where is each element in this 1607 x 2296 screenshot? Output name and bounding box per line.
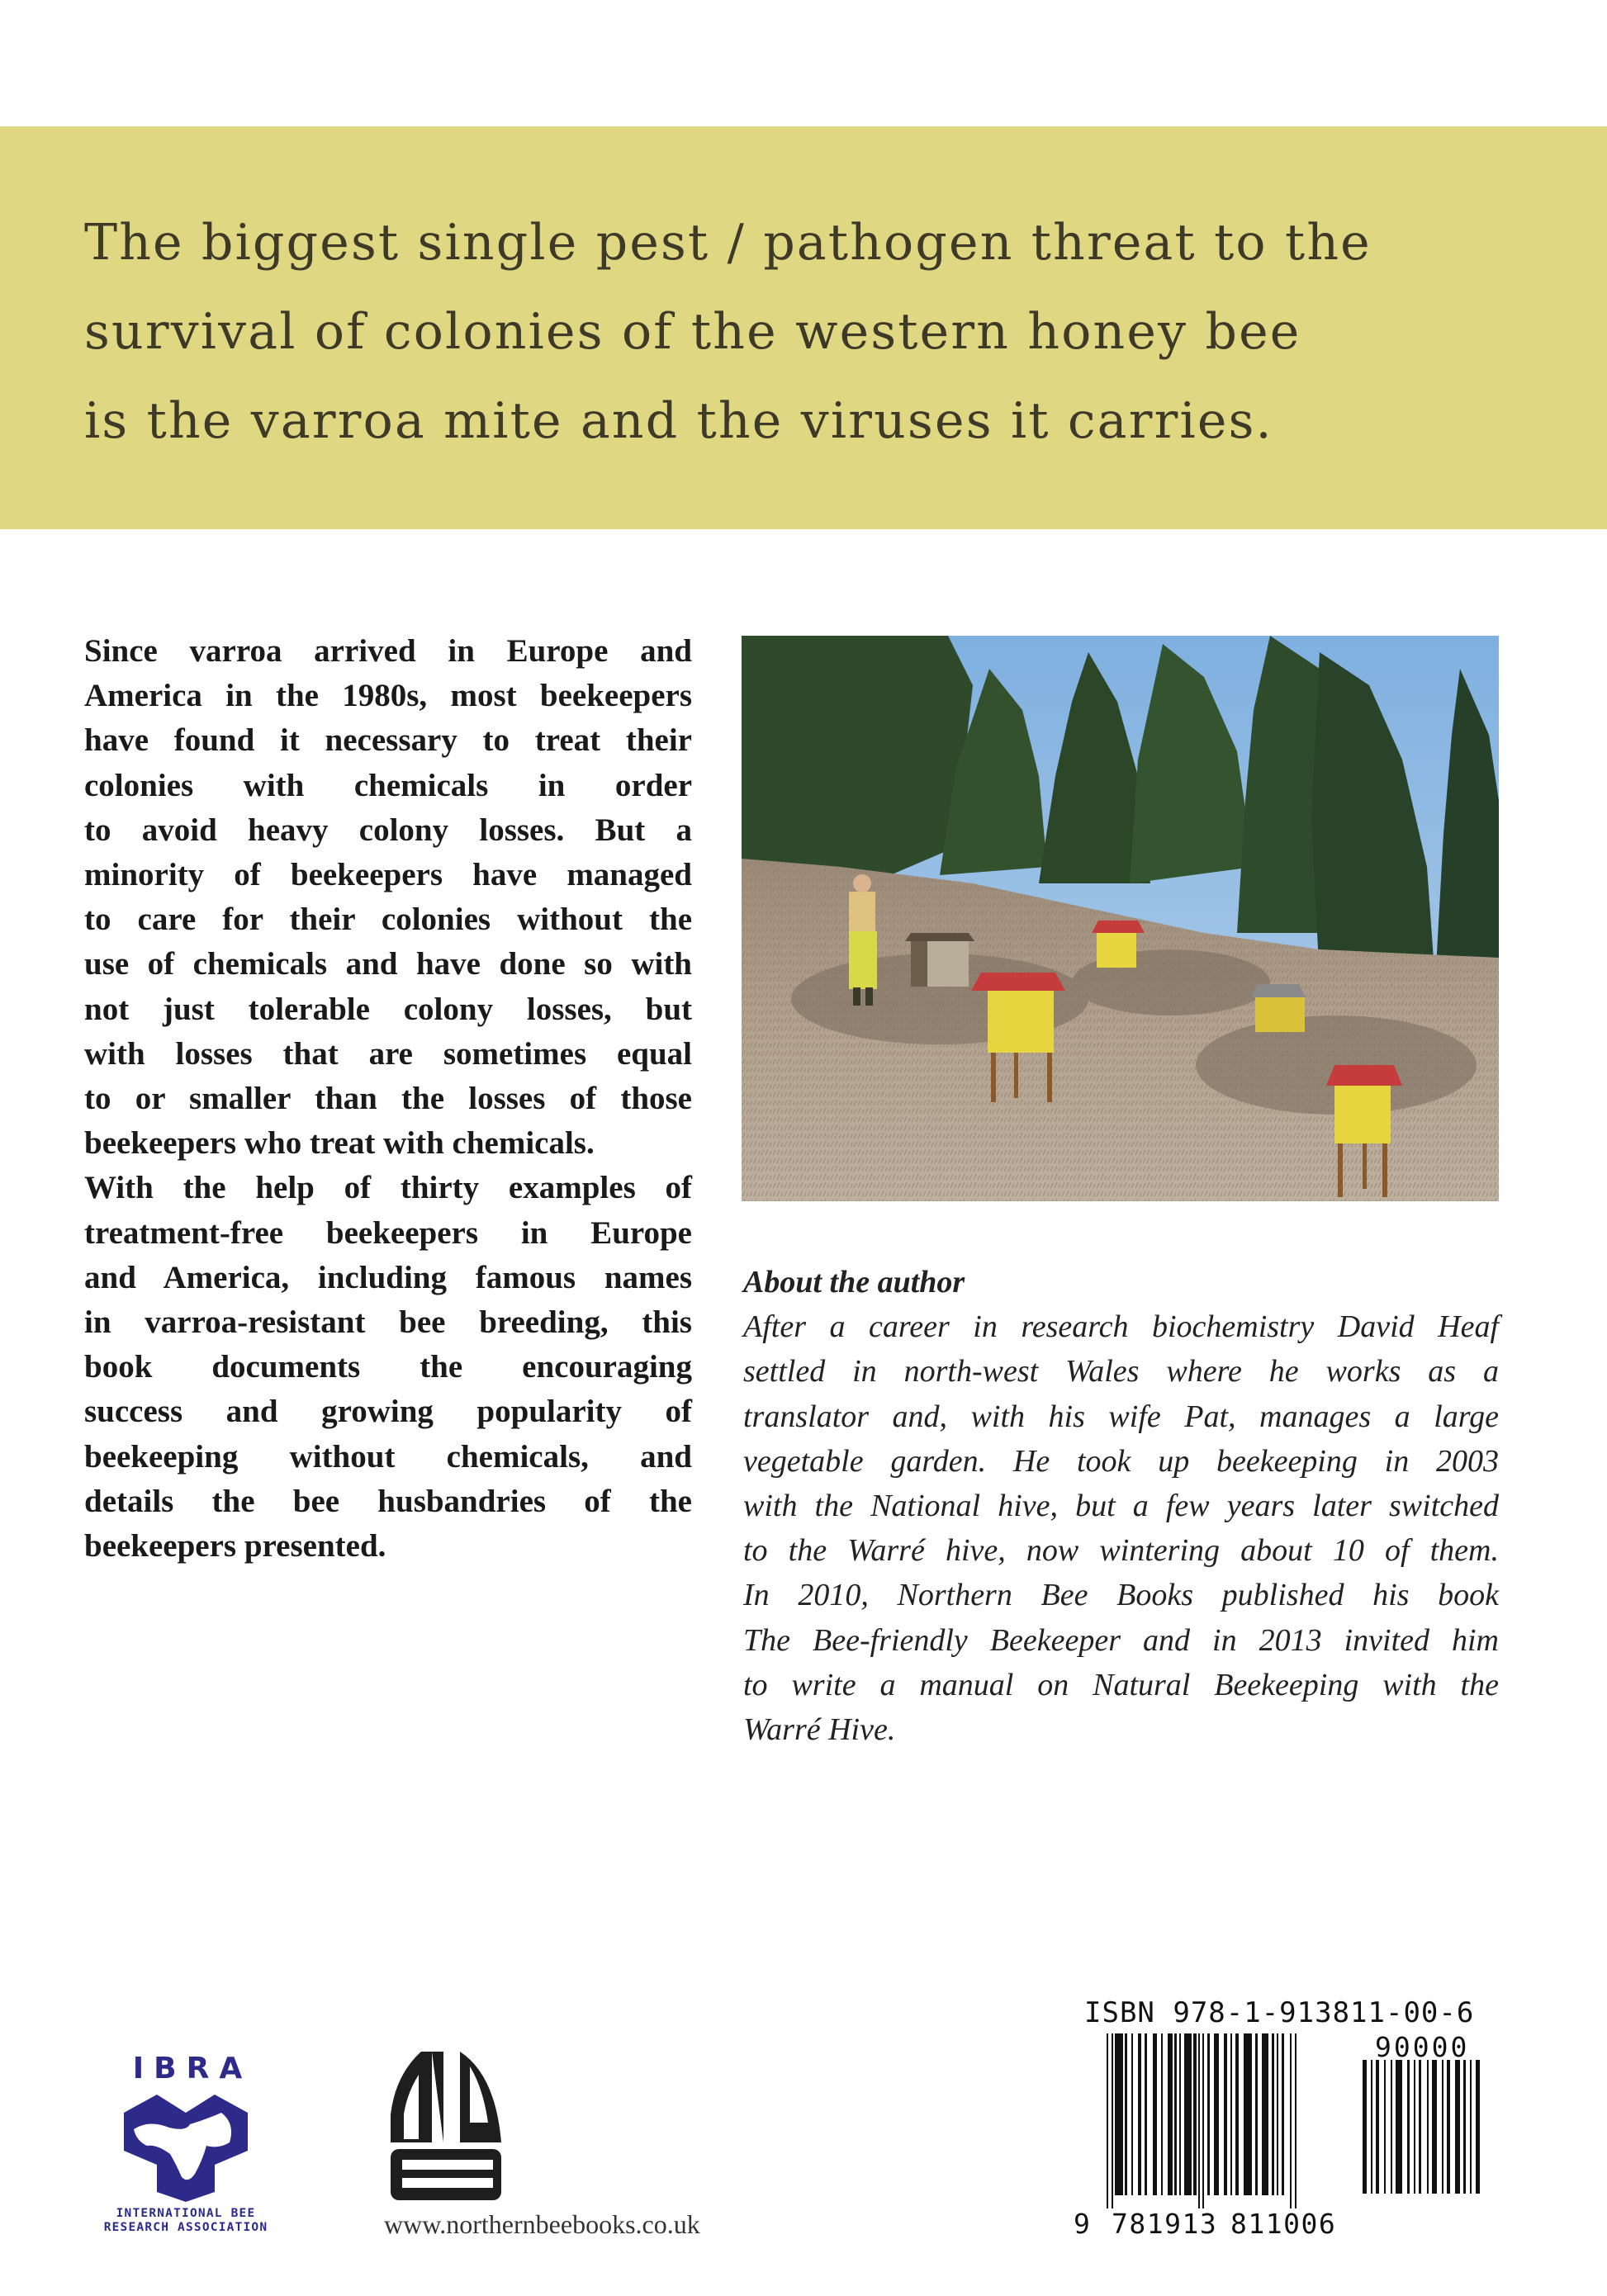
tagline-line: is the varroa mite and the viruses it carries. bbox=[84, 392, 1273, 450]
barcode-bar bbox=[1391, 2060, 1392, 2194]
ibra-name-line1: INTERNATIONAL BEE bbox=[116, 2207, 256, 2220]
apiary-photo bbox=[742, 636, 1499, 1201]
barcode-bar bbox=[1427, 2060, 1429, 2194]
barcode-bar bbox=[1432, 2060, 1437, 2194]
nbb-emblem-icon bbox=[384, 2050, 508, 2203]
barcode-bar bbox=[1414, 2060, 1415, 2194]
barcode-bar bbox=[1125, 2033, 1127, 2195]
description-line: details the bee husbandries of the bbox=[84, 1483, 692, 1519]
barcode-bar bbox=[1384, 2060, 1386, 2194]
barcode-bar bbox=[1179, 2033, 1181, 2195]
about-author-heading: About the author bbox=[743, 1265, 965, 1299]
barcode-bar bbox=[1290, 2033, 1292, 2208]
about-line: vegetable garden. He took up beekeeping in 2003 bbox=[743, 1443, 1499, 1479]
ibra-name-line2: RESEARCH ASSOCIATION bbox=[103, 2221, 268, 2234]
barcode-bar bbox=[1184, 2033, 1192, 2195]
about-line: After a career in research biochemistry David Heaf bbox=[743, 1309, 1499, 1345]
barcode-bar bbox=[1235, 2033, 1239, 2195]
description-line: success and growing popularity of bbox=[84, 1394, 692, 1430]
description-line: beekeepers who treat with chemicals. bbox=[84, 1125, 595, 1162]
northern-bee-books-logo bbox=[384, 2050, 508, 2203]
barcode-bar bbox=[1282, 2033, 1284, 2195]
tagline-line: survival of colonies of the western honey bee bbox=[84, 303, 1301, 361]
barcode-bar bbox=[1376, 2060, 1379, 2194]
description-line: to care for their colonies without the bbox=[84, 902, 692, 938]
barcode-bar bbox=[1262, 2033, 1268, 2195]
barcode-bar bbox=[1131, 2033, 1133, 2195]
description-line: Since varroa arrived in Europe and bbox=[84, 633, 692, 669]
tagline-line: The biggest single pest / pathogen threat to the bbox=[84, 214, 1372, 272]
about-line: The Bee-friendly Beekeeper and in 2013 invited him bbox=[743, 1622, 1499, 1658]
description-line: minority of beekeepers have managed bbox=[84, 857, 692, 893]
barcode-bar bbox=[1112, 2033, 1113, 2208]
barcode-bar bbox=[1272, 2033, 1274, 2195]
tagline bbox=[84, 198, 1554, 466]
description-line: to or smaller than the losses of those bbox=[84, 1081, 692, 1117]
ibra-emblem-icon bbox=[124, 2095, 248, 2202]
barcode-bar bbox=[1244, 2033, 1252, 2195]
ean-left-digits: 781913 bbox=[1112, 2208, 1218, 2240]
description-line: colonies with chemicals in order bbox=[84, 767, 692, 803]
barcode-bar bbox=[1363, 2060, 1367, 2194]
barcode-bar bbox=[1470, 2060, 1472, 2194]
barcode-bar bbox=[1202, 2033, 1204, 2208]
barcode-bar bbox=[1107, 2033, 1108, 2208]
barcode-bar bbox=[1174, 2033, 1177, 2195]
barcode-bar bbox=[1153, 2033, 1157, 2195]
about-line: to write a manual on Natural Beekeeping with the bbox=[743, 1667, 1499, 1702]
description-line: not just tolerable colony losses, but bbox=[84, 991, 692, 1027]
book-description bbox=[84, 629, 692, 1569]
about-line: In 2010, Northern Bee Books published his book bbox=[743, 1578, 1499, 1613]
barcode-bar bbox=[1442, 2060, 1443, 2194]
description-line: and America, including famous names bbox=[84, 1259, 692, 1295]
barcode-bar bbox=[1407, 2060, 1410, 2194]
barcode-bar bbox=[1224, 2033, 1227, 2195]
beekeeper-figure bbox=[849, 874, 877, 1006]
description-line: book documents the encouraging bbox=[84, 1349, 692, 1385]
barcode-bar bbox=[1295, 2033, 1297, 2208]
barcode-bar bbox=[1230, 2033, 1232, 2195]
barcode-bar bbox=[1371, 2060, 1372, 2194]
ean-first-digit: 9 bbox=[1074, 2208, 1092, 2240]
barcode-bar bbox=[1115, 2033, 1123, 2195]
barcode-bar bbox=[1463, 2060, 1466, 2194]
description-line: beekeeping without chemicals, and bbox=[84, 1438, 692, 1475]
description-line: treatment-free beekeepers in Europe bbox=[84, 1214, 692, 1251]
description-line: use of chemicals and have done so with bbox=[84, 946, 692, 982]
barcode-bar bbox=[1447, 2060, 1450, 2194]
price-code: 90000 bbox=[1375, 2031, 1470, 2063]
barcode-bar bbox=[1277, 2033, 1278, 2195]
description-line: to avoid heavy colony losses. But a bbox=[84, 812, 692, 848]
isbn-label: ISBN 978-1-913811-00-6 bbox=[1084, 1996, 1475, 2029]
barcode-bar bbox=[1476, 2060, 1480, 2194]
ean-right-digits: 811006 bbox=[1230, 2208, 1337, 2240]
about-line: settled in north-west Wales where he works as a bbox=[743, 1354, 1499, 1389]
barcode-bar bbox=[1145, 2033, 1147, 2195]
barcode-bar bbox=[1168, 2033, 1173, 2195]
about-line: translator and, with his wife Pat, manages a large bbox=[743, 1399, 1499, 1434]
barcode-bar bbox=[1198, 2033, 1200, 2208]
publisher-url[interactable]: www.northernbeebooks.co.uk bbox=[384, 2209, 700, 2239]
ibra-title: IBRA bbox=[132, 2052, 253, 2085]
description-line: With the help of thirty examples of bbox=[84, 1170, 692, 1206]
description-line: have found it necessary to treat their bbox=[84, 722, 692, 759]
barcode-bar bbox=[1207, 2033, 1210, 2195]
barcode-bar bbox=[1214, 2033, 1219, 2195]
about-line: to the Warré hive, now wintering about 10 of them. bbox=[743, 1533, 1499, 1569]
barcode-bar bbox=[1193, 2033, 1197, 2195]
barcode-bar bbox=[1396, 2060, 1402, 2194]
about-line: with the National hive, but a few years later switched bbox=[743, 1489, 1499, 1524]
description-line: beekeepers presented. bbox=[84, 1528, 386, 1565]
barcode-bar bbox=[1138, 2033, 1141, 2195]
description-line: in varroa-resistant bee breeding, this bbox=[84, 1304, 692, 1341]
about-author bbox=[743, 1260, 1499, 1752]
isbn-barcode bbox=[1074, 1996, 1503, 2244]
barcode-bar bbox=[1455, 2060, 1460, 2194]
about-line: Warré Hive. bbox=[743, 1712, 896, 1748]
barcode-bar bbox=[1161, 2033, 1163, 2195]
description-line: with losses that are sometimes equal bbox=[84, 1035, 692, 1072]
barcode-bar bbox=[1419, 2060, 1421, 2194]
barcode-bar bbox=[1255, 2033, 1258, 2195]
description-line: America in the 1980s, most beekeepers bbox=[84, 678, 692, 714]
ibra-logo bbox=[83, 2052, 289, 2237]
